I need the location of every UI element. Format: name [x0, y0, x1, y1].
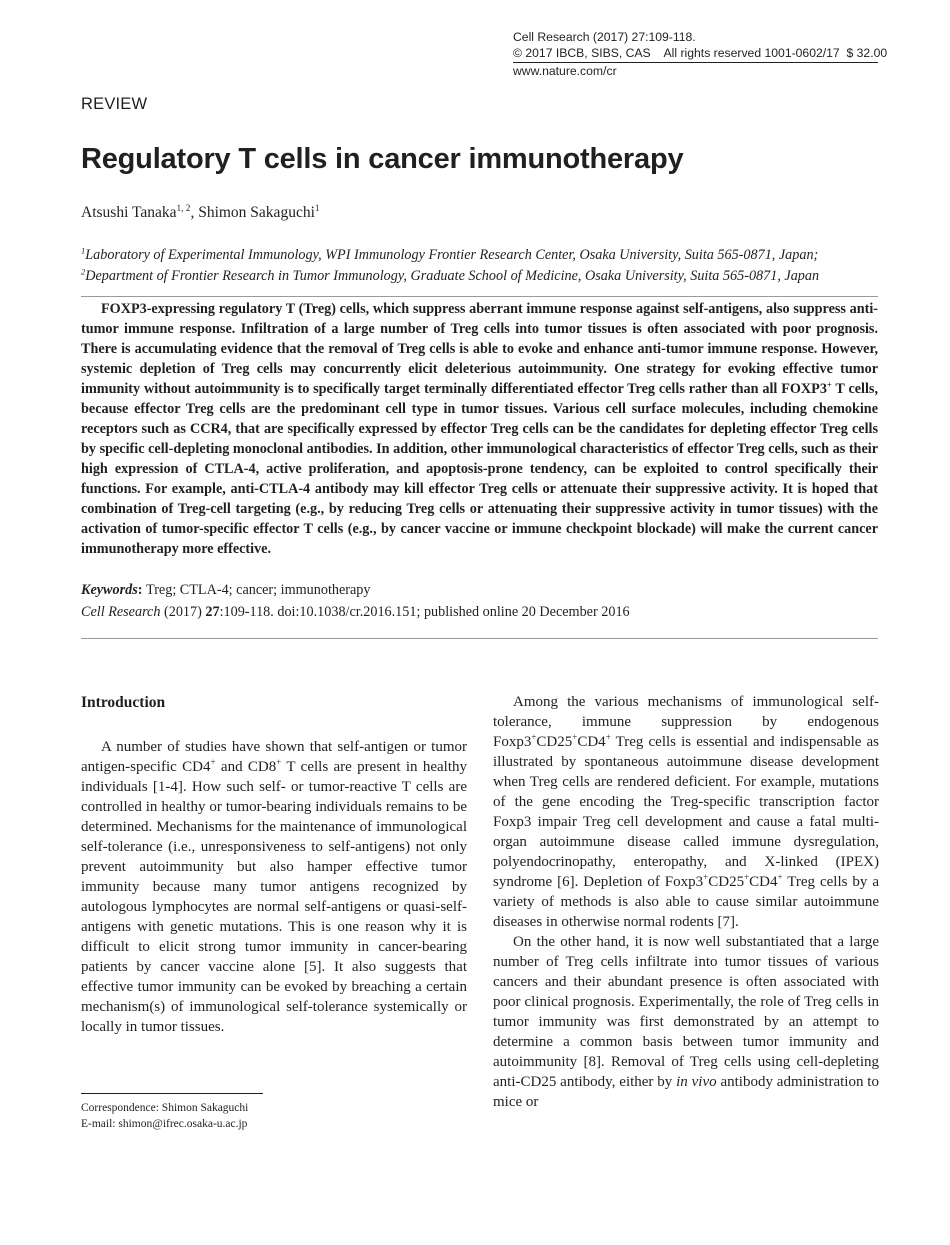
superscript: + [210, 757, 216, 767]
affiliations [81, 245, 881, 286]
left-column [81, 692, 467, 1037]
footnote-divider [81, 1093, 263, 1094]
text-run: CD25 [708, 874, 745, 890]
author-list [81, 204, 320, 222]
affiliation-text: Department of Frontier Research in Tumor Immunology, Graduate School of Medicine, Osaka University, Suita 565-0871, Japan [85, 267, 820, 284]
keywords [81, 580, 878, 600]
article-title: Regulatory T cells in cancer immunotherapy [81, 143, 684, 175]
body-paragraph [493, 932, 879, 1112]
section-label: REVIEW [81, 95, 148, 113]
affiliation-line [81, 266, 881, 287]
abstract-top-divider [81, 296, 878, 297]
journal-url[interactable]: www.nature.com/cr [513, 64, 617, 78]
italic-term: in vivo [676, 1074, 717, 1090]
author-affiliation-mark: 1, 2 [176, 203, 191, 214]
text-run: CD4 [577, 734, 606, 750]
abstract [81, 299, 878, 559]
text-run: antibody administration to mice or [493, 1074, 879, 1110]
affiliation-mark: 2 [81, 265, 86, 276]
superscript: + [826, 379, 832, 390]
text-run: On the other hand, it is now well substantiated that a large number of Treg cells infiltrate into tumor tissues of various cancers and their abundant presence is often associated with poor clinical prognosis. Experimentally, the role of Treg cells in tumor immunity was first demonstrated by an attempt to determine a common basis between tumor immunity and autoimmunity [8]. Removal of Treg cells using cell-depleting anti-CD25 antibody, either by [493, 934, 879, 1090]
author-separator: , [190, 204, 199, 221]
abstract-bottom-divider [81, 638, 878, 639]
body-paragraph [493, 692, 879, 932]
superscript: + [744, 872, 750, 882]
author-affiliation-mark: 1 [314, 203, 320, 214]
citation-volume: 27 [205, 604, 220, 620]
text-run: Treg cells by a variety of methods is also able to cause similar autoimmune diseases in otherwise normal rodents [7]. [493, 874, 879, 930]
keywords-colon: : [137, 582, 147, 598]
section-heading-introduction: Introduction [81, 694, 166, 711]
abstract-text: T cells, because effector Treg cells are the predominant cell type in tumor tissues. Various cell surface molecules, including chemokine receptors such as CCR4, that are specifically expressed by effector Treg cells can be the candidates for depleting effector Treg cells by specific cell-depleting monoclonal antibodies. In addition, other immunological characteristics of effector Treg cells, such as their high expression of CTLA-4, active proliferation, and apoptosis-prone tendency, can be exploited to control specifically their functions. For example, anti-CTLA-4 antibody may kill effector Treg cells or attenuate their suppressive activity. It is hoped that combination of Treg-cell targeting (e.g., by reducing Treg cells or attenuating their suppressive activity in tumor tissues) with the activation of tumor-specific effector T cells (e.g., by cancer vaccine or immune checkpoint blockade) will make the current cancer immunotherapy more effective. [81, 381, 878, 557]
keywords-text: Treg; CTLA-4; cancer; immunotherapy [146, 582, 371, 598]
abstract-text: FOXP3-expressing regulatory T (Treg) cells, which suppress aberrant immune response against self-antigens, also suppress anti-tumor immune response. Infiltration of a large number of Treg cells into tumor tissues is often associated with poor prognosis. There is accumulating evidence that the removal of Treg cells is able to evoke and enhance anti-tumor immune response. However, systemic depletion of Treg cells may concurrently elicit deleterious autoimmunity. One strategy for evoking effective tumor immunity without autoimmunity is to specifically target terminally differentiated effector Treg cells rather than all FOXP3 [81, 301, 878, 397]
citation-details: :109-118. doi:10.1038/cr.2016.151; published online 20 December 2016 [219, 604, 630, 620]
author-name: Atsushi Tanaka [81, 204, 177, 221]
superscript: + [572, 732, 578, 742]
copyright-line: © 2017 IBCB, SIBS, CAS All rights reserved 1001-0602/17 $ 32.00 [513, 46, 878, 64]
citation-year: (2017) [160, 604, 206, 620]
author-name: Shimon Sakaguchi [198, 204, 315, 221]
text-run: A number of studies have shown that self-antigen or tumor antigen-specific CD4 [81, 739, 467, 775]
text-run: T cells are present in healthy individuals [1-4]. How such self- or tumor-reactive T cells are controlled in healthy or tumor-bearing individuals remains to be determined. Mechanisms for the maintenance of immunological self-tolerance (i.e., unresponsiveness to self-antigens) not only prevent autoimmunity but also hamper effective tumor immunity because many tumor antigens recognized by autologous lymphocytes are normal self-antigens or quasi-self-antigens with genetic mutations. This is one reason why it is difficult to elicit strong tumor immunity in cancer-bearing patients by cancer vaccine alone [5]. It also suggests that effective tumor immunity can be evoked by breaching a certain mechanism(s) of immunological self-tolerance systemically or locally in tumor tissues. [81, 759, 468, 1035]
journal-info [513, 30, 888, 80]
email-line[interactable]: E-mail: shimon@ifrec.osaka-u.ac.jp [81, 1118, 248, 1130]
correspondence-line: Correspondence: Shimon Sakaguchi [81, 1102, 249, 1114]
keywords-label: Keywords [81, 582, 138, 598]
text-run: CD4 [749, 874, 778, 890]
affiliation-text: Laboratory of Experimental Immunology, WPI Immunology Frontier Research Center, Osaka University, Suita 565-0871, Japan; [85, 247, 819, 263]
superscript: + [703, 872, 709, 882]
correspondence-footnote [81, 1100, 248, 1132]
text-run: Among the various mechanisms of immunological self-tolerance, immune suppression by endogenous Foxp3 [493, 694, 879, 750]
superscript: + [777, 872, 783, 882]
text-run: Treg cells is essential and indispensable as illustrated by spontaneous autoimmune disease development when Treg cells are rendered deficient. For example, mutations of the gene encoding the Treg-specific transcription factor Foxp3 impair Treg cell development and cause a fatal multi-organ autoimmune disease called immune dysregulation, polyendocrinopathy, enteropathy, and X-linked (IPEX) syndrome [6]. Depletion of Foxp3 [493, 734, 879, 890]
text-run: CD25 [536, 734, 573, 750]
body-paragraph [81, 737, 467, 1037]
affiliation-mark: 1 [81, 245, 86, 256]
citation-journal: Cell Research [81, 604, 161, 620]
text-run: and CD8 [215, 759, 277, 775]
article-citation [81, 602, 878, 622]
superscript: + [276, 757, 282, 767]
right-column [493, 692, 879, 1112]
affiliation-line [81, 245, 881, 266]
superscript: + [605, 732, 611, 742]
superscript: + [531, 732, 537, 742]
journal-citation-line: Cell Research (2017) 27:109-118. [513, 30, 696, 44]
